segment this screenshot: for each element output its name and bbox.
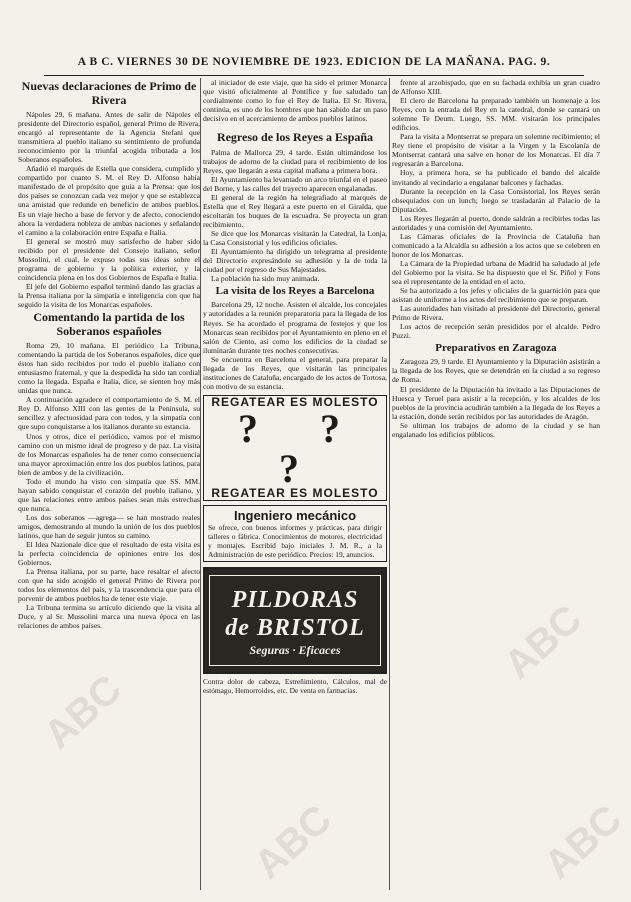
paragraph: Todo el mundo ha visto con simpatía que SS. MM. hayan sabido conquistar el corazón del pueblo italiano, y que las relaciones entre ambos países sean más estrechas que nunca.	[18, 476, 200, 513]
abc-watermark: ABC	[536, 796, 630, 888]
paragraph: El Idea Nazionale dice que el resultado de esta visita es la perfecta coincidencia de opiniones entre los dos Gobiernos.	[18, 540, 200, 568]
paragraph: El general de la región ha telegrafiado al marqués de Estella que el Rey llegará a este puerto en el Giralda, que escoltarán los buques de la escuadra. Se proyecta un gran recibimiento.	[203, 192, 387, 230]
paragraph: Se ha autorizado a los jefes y oficiales de la guarnición para que asistan de uniforme a los actos del recibimiento que se preparan.	[392, 286, 600, 305]
page-header: A B C. VIERNES 30 DE NOVIEMBRE DE 1923. EDICION DE LA MAÑANA. PAG. 9.	[44, 56, 584, 76]
paragraph: Roma 29, 10 mañana. El periódico La Tribuna, comentando la partida de los Soberanos españoles, dice que éstos han sido recibidos por todo el pueblo italiano con entusiasmo fraternal, y que la despedida ha sido tan cordial como la llegada. España e Italia, dice, se sienten hoy más unidas que nunca.	[18, 341, 200, 396]
paragraph: Unos y otros, dice el periódico, vamos por el mismo camino con un mismo ideal de progreso y de paz. La visita de los Monarcas españoles ha de tener como consecuencia una mayor aproximación entre los dos pueblos latinos, para bien de ambos y de la civilización.	[18, 431, 200, 477]
paragraph: La Prensa italiana, por su parte, hace resaltar el afecto con que ha sido acogido el general Primo de Rivera por todos los elementos del país, y la trascendencia que para el porvenir de ambos pueblos ha de tener este viaje.	[18, 567, 200, 604]
advert-title: Ingeniero mecánico	[233, 508, 357, 523]
paragraph: al iniciador de este viaje, que ha sido el primer Monarca que visitó oficialmente al Pontífice y fue saludado tan cordialmente como lo fue el Rey de Italia. El Sr. Rivera, continúa, es uno de los hombres que han sabido dar un paso decisivo en el acercamiento de ambos pueblos latinos.	[203, 78, 387, 124]
paragraph: Los Reyes llegarán al puerto, donde saldrán a recibirles todas las autoridades y una comisión del Ayuntamiento.	[392, 213, 600, 232]
paragraph: Hoy, a primera hora, se ha publicado el bando del alcalde invitando al vecindario a engalanar balcones y fachadas.	[392, 168, 600, 187]
paragraph: Zaragoza 29, 9 tarde. El Ayuntamiento y la Diputación asistirán a la llegada de los Reyes, que se detendrán en la ciudad a su regreso de Roma.	[392, 357, 600, 385]
paragraph: frente al arzobispado, que en su fachada exhibía un gran cuadro de Alfonso XIII.	[392, 78, 600, 97]
paragraph: Nápoles 29, 6 mañana. Antes de salir de Nápoles el presidente del Directorio español, general Primo de Rivera, encargó al representante de la Agencia Stefani que transmitiera al pueblo italiano su sentimiento de profunda reconocimiento por la triunfal acogida tributada a los Soberanos españoles.	[18, 110, 200, 165]
paragraph: Se encuentra en Barcelona el general, para preparar la llegada de los Reyes, que visitarán las principales instituciones de Cataluña, encargado de los actos de Tortosa, con motivo de su estancia.	[203, 354, 387, 391]
question-marks: ? ? ?	[238, 405, 366, 491]
headline: Regreso de los Reyes a España	[216, 130, 374, 145]
paragraph: El Ayuntamiento ha levantado un arco triunfal en el paseo del Borne, y las calles del trayecto aparecen engalanadas.	[203, 174, 387, 193]
headline: Preparativos en Zaragoza	[435, 342, 557, 355]
paragraph: El presidente de la Diputación ha invitado a las Diputaciones de Huesca y Teruel para asistir a la recepción, y los alcaldes de los pueblos de la provincia acudirán también a la llegada de los Reyes a la estación, donde serán recibidos por las autoridades de Aragón.	[392, 384, 600, 421]
paragraph: Para la visita a Montserrat se prepara un solemne recibimiento; el Rey tiene el propósito de visitar a la Virgen y la Escolanía de Montserrat cantará una salve en honor de los Monarcas. El día 7 regresarán a Barcelona.	[392, 132, 600, 169]
column-2	[203, 78, 387, 893]
paragraph: Barcelona 29, 12 noche. Asisten el alcalde, los concejales y autoridades a la reunión preparatoria para la llegada de los Reyes. Se ha acordado el programa de festejos y que los Monarcas sean recibidos por el Ayuntamiento en pleno en el salón de Ciento, así como los edificios de la ciudad se iluminarán durante tres noches consecutivas.	[203, 300, 387, 355]
paragraph: El jefe del Gobierno español terminó dando las gracias a la Prensa italiana por la simpatía e inteligencia con que ha seguido la visita de los Monarcas españoles.	[18, 281, 200, 309]
paragraph: Los actos de recepción serán presididos por el alcalde. Pedro Puzzi.	[392, 322, 600, 341]
advert-title: PILDORAS	[231, 587, 359, 613]
abc-watermark: ABC	[496, 596, 590, 688]
headline: Comentando la partida de los Soberanos españoles	[33, 310, 185, 338]
advert-regatear	[203, 395, 387, 501]
paragraph: Añadió el marqués de Estella que considera, cumplido y compartido por cuanto S. M. el Rey D. Alfonso había manifestado de el propósito que guía a la Prensa: que los dos países se conozcan cada vez mejor y que se establezca una amistad que redunde en beneficio de ambos pueblos. Es un viaje hecho a base de fervor y de afecto, conociendo ahora la verdadera nobleza de ambas naciones y señalando el camino a la colaboración entre España e Italia.	[18, 164, 200, 237]
paragraph: Durante la recepción en la Casa Consistorial, los Reyes serán obsequiados con un lunch; luego se trasladarán al Palacio de la Diputación.	[392, 186, 600, 214]
paragraph: La Tribuna termina su artículo diciendo que la visita al Duce, y al Sr. Mussolini marca una nueva época en las relaciones de ambos países.	[18, 603, 200, 631]
advert-pildoras	[203, 567, 387, 674]
abc-watermark: ABC	[36, 666, 130, 758]
paragraph: A continuación agradece el comportamiento de S. M. el Rey D. Alfonso XIII con las gentes de la Península, su sencillez y afectuosidad para con todos, y la simpatía con que supo conquistarse a los italianos durante su estancia.	[18, 395, 200, 432]
paragraph: Palma de Mallorca 29, 4 tarde. Están ultimándose los trabajos de adorno de la ciudad para el recibimiento de los Reyes, que llegarán a esta capital mañana a primera hora.	[203, 147, 387, 175]
headline: La visita de los Reyes a Barcelona	[215, 285, 375, 298]
paragraph: La Cámara de la Propiedad urbana de Madrid ha saludado al jefe del Gobierno por la visita. Se ha dispuesto que el Sr. Piñol y Fons sea el representante de la entidad en el acto.	[392, 258, 600, 287]
paragraph: El clero de Barcelona ha preparado también un homenaje a los Reyes, con la entrada del Rey en la catedral, donde se cantará un solemne Te Deum. Luego, SS. MM. visitarán los principales edificios.	[392, 96, 600, 133]
advert-title: de BRISTOL	[225, 615, 365, 641]
headline: Nuevas declaraciones de Primo de Rivera	[21, 79, 197, 107]
paragraph: Se ultiman los trabajos de adorno de la ciudad y se han engalanado los edificios públicos.	[392, 420, 600, 439]
column-3	[392, 78, 600, 893]
paragraph: Las autoridades han visitado al presidente del Directorio, general Primo de Rivera.	[392, 304, 600, 323]
column-rule	[200, 78, 201, 890]
advert-ingeniero	[203, 505, 387, 562]
abc-watermark: ABC	[246, 796, 340, 888]
advert-line: REGATEAR ES MOLESTO	[211, 485, 379, 500]
advert-caption: Contra dolor de cabeza, Estreñimiento, Cálculos, mal de estómago, Hemorroides, etc. De venta en farmacias.	[203, 677, 387, 696]
advert-tagline: Seguras · Eficaces	[249, 643, 341, 657]
paragraph: Las Cámaras oficiales de la Provincia de Cataluña han comunicado a la Alcaldía su adhesión a los actos que se celebren en honor de los Monarcas.	[392, 231, 600, 259]
paragraph: Se dice que los Monarcas visitarán la Catedral, la Lonja, la Casa Consistorial y los edificios oficiales.	[203, 229, 387, 248]
advert-body: Se ofrece, con buenos informes y prácticas, para dirigir talleres o fábrica. Conocimientos de motores, electricidad y montajes. Escribid bajo iniciales J. M. R., a la Administración de este periódico. Precios: 19, anuncios.	[208, 523, 382, 559]
paragraph: Los dos soberanos —agrega— se han mostrado reales amigos, demostrando al mundo la unión de los dos pueblos latinos, que han de seguir juntos su camino.	[18, 512, 200, 541]
advert-line: REGATEAR ES MOLESTO	[211, 394, 379, 409]
paragraph: La población ha sido muy animada.	[211, 274, 320, 284]
paragraph: El Ayuntamiento ha dirigido un telegrama al presidente del Directorio expresándole su adhesión y la de toda la ciudad por el regreso de Sus Majestades.	[203, 247, 387, 275]
column-rule	[389, 78, 390, 890]
column-1	[18, 78, 200, 893]
paragraph: El general se mostró muy satisfecho de haber sido recibido por el presidente del Consejo italiano, señor Mussolini, el cual, le expuso todas sus ideas sobre el programa de gobierno y la política exterior, y la coincidencia plena en los dos Gobiernos de España e Italia.	[18, 236, 200, 282]
